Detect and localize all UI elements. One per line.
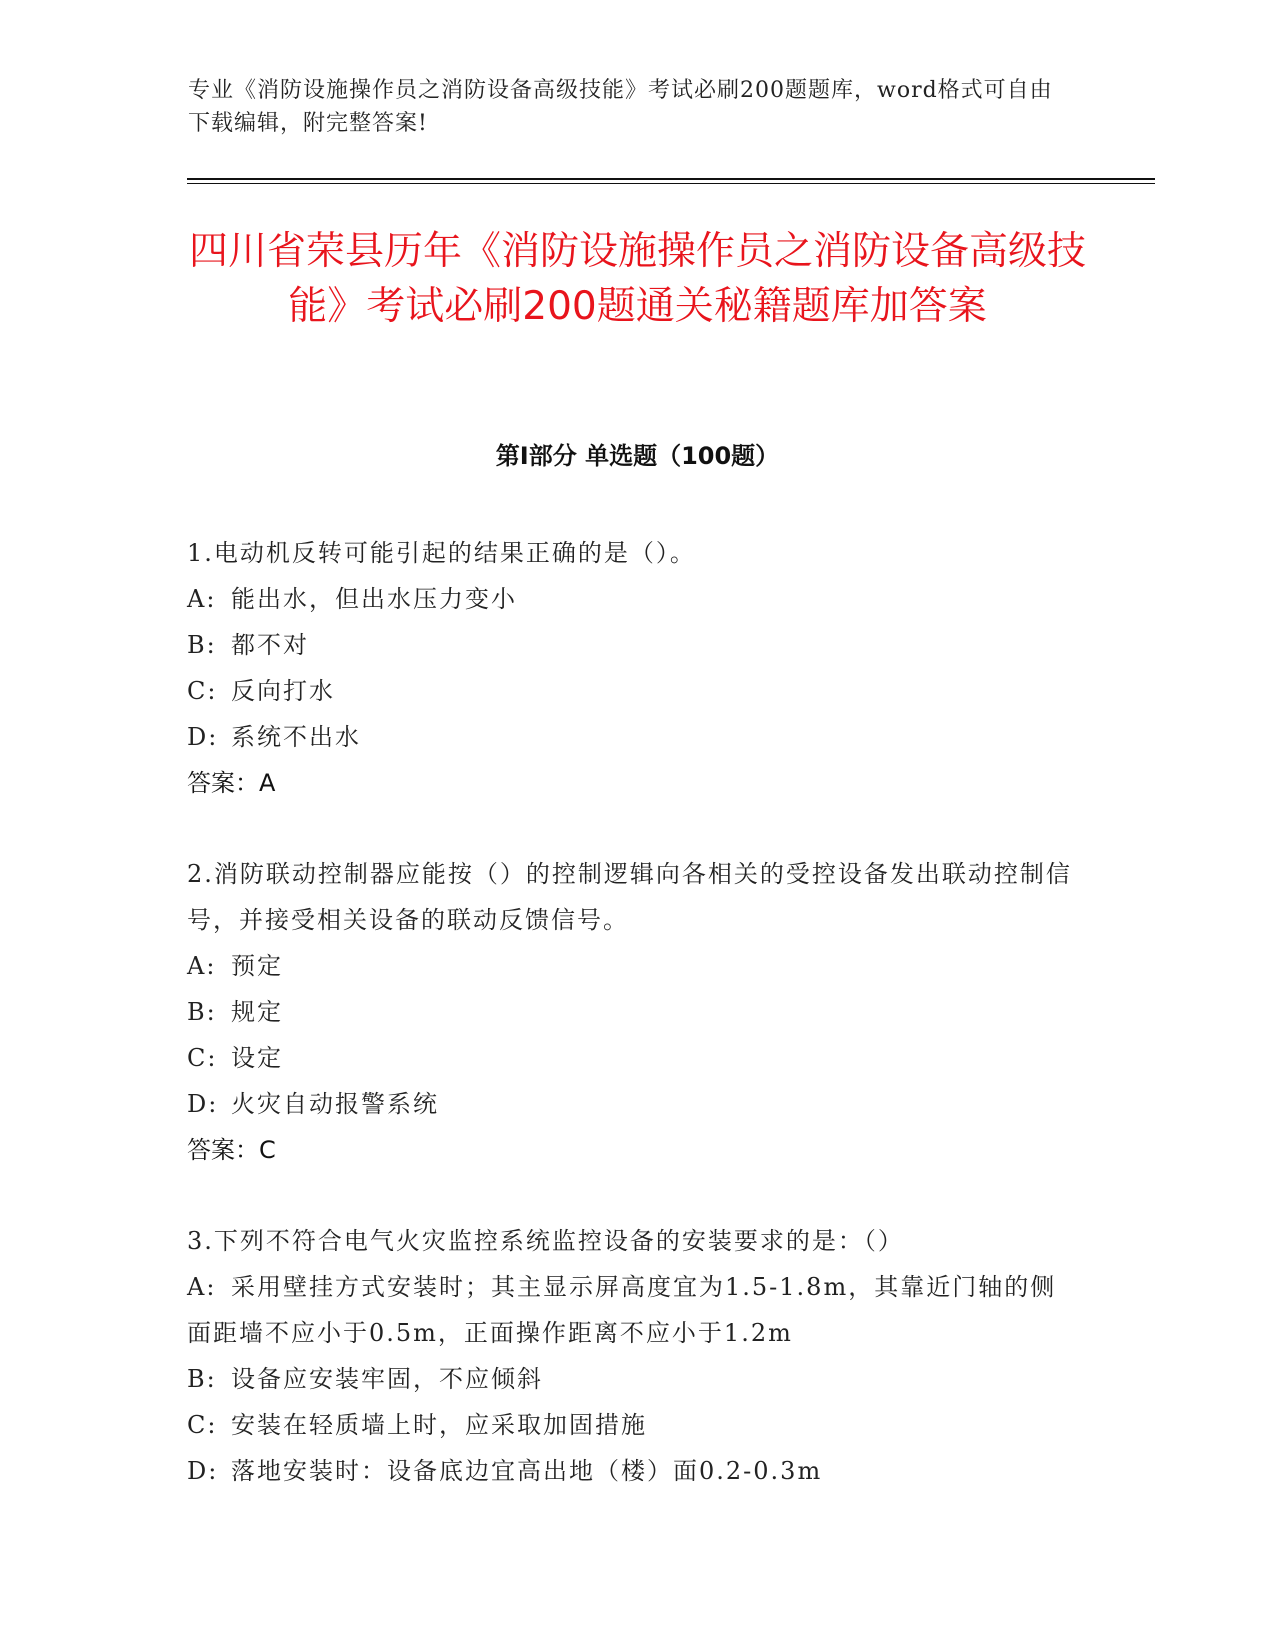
question-stem: 1.电动机反转可能引起的结果正确的是（）。 — [187, 539, 696, 567]
answer-line: 答案：C — [187, 1136, 276, 1164]
option-text: 能出水，但出水压力变小 — [231, 585, 517, 613]
option-letter: B: — [187, 998, 217, 1026]
option-text: 规定 — [231, 998, 283, 1026]
option-c — [187, 668, 1077, 714]
option-b — [187, 989, 1077, 1035]
option-text: 反向打水 — [231, 677, 335, 705]
option-letter: A: — [187, 585, 217, 613]
option-text: 系统不出水 — [231, 723, 361, 751]
option-text: 安装在轻质墙上时，应采取加固措施 — [231, 1411, 647, 1439]
option-b — [187, 1356, 1077, 1402]
question-list — [187, 530, 1077, 1539]
option-d — [187, 1448, 1077, 1494]
header-note: 专业《消防设施操作员之消防设备高级技能》考试必刷200题题库，word格式可自由下载编辑，附完整答案! — [188, 78, 1053, 136]
option-a — [187, 576, 1077, 622]
option-letter: C: — [187, 1044, 218, 1072]
option-letter: A: — [187, 952, 217, 980]
question-1 — [187, 530, 1077, 806]
option-a — [187, 943, 1077, 989]
option-d — [187, 1081, 1077, 1127]
question-2 — [187, 851, 1077, 1173]
answer-line: 答案：A — [187, 769, 276, 797]
option-letter: B: — [187, 1365, 217, 1393]
question-stem: 3.下列不符合电气火灾监控系统监控设备的安装要求的是：（） — [187, 1227, 904, 1255]
option-text: 采用壁挂方式安装时；其主显示屏高度宜为1.5-1.8m，其靠近门轴的侧面距墙不应小于0.5m，正面操作距离不应小于1.2m — [187, 1273, 1057, 1347]
document-title: 四川省荣县历年《消防设施操作员之消防设备高级技能》考试必刷200题通关秘籍题库加答案 — [188, 229, 1086, 329]
option-b — [187, 622, 1077, 668]
question-3 — [187, 1218, 1077, 1494]
option-text: 都不对 — [231, 631, 309, 659]
option-d — [187, 714, 1077, 760]
option-c — [187, 1402, 1077, 1448]
option-c — [187, 1035, 1077, 1081]
option-letter: A: — [187, 1273, 217, 1301]
option-text: 设备应安装牢固，不应倾斜 — [231, 1365, 543, 1393]
option-letter: D: — [187, 1090, 219, 1118]
option-letter: D: — [187, 1457, 219, 1485]
question-stem: 2.消防联动控制器应能按（）的控制逻辑向各相关的受控设备发出联动控制信号，并接受相关设备的联动反馈信号。 — [187, 860, 1072, 934]
section-title: 第Ⅰ部分 单选题（100题） — [495, 442, 780, 470]
option-text: 预定 — [231, 952, 283, 980]
option-letter: C: — [187, 1411, 218, 1439]
option-text: 火灾自动报警系统 — [231, 1090, 439, 1118]
header-rule-thick — [187, 178, 1155, 180]
option-letter: C: — [187, 677, 218, 705]
option-letter: D: — [187, 723, 219, 751]
option-text: 设定 — [231, 1044, 283, 1072]
option-text: 落地安装时：设备底边宜高出地（楼）面0.2-0.3m — [231, 1457, 823, 1485]
option-a — [187, 1264, 1077, 1356]
header-rule-thin — [187, 183, 1155, 184]
option-letter: B: — [187, 631, 217, 659]
